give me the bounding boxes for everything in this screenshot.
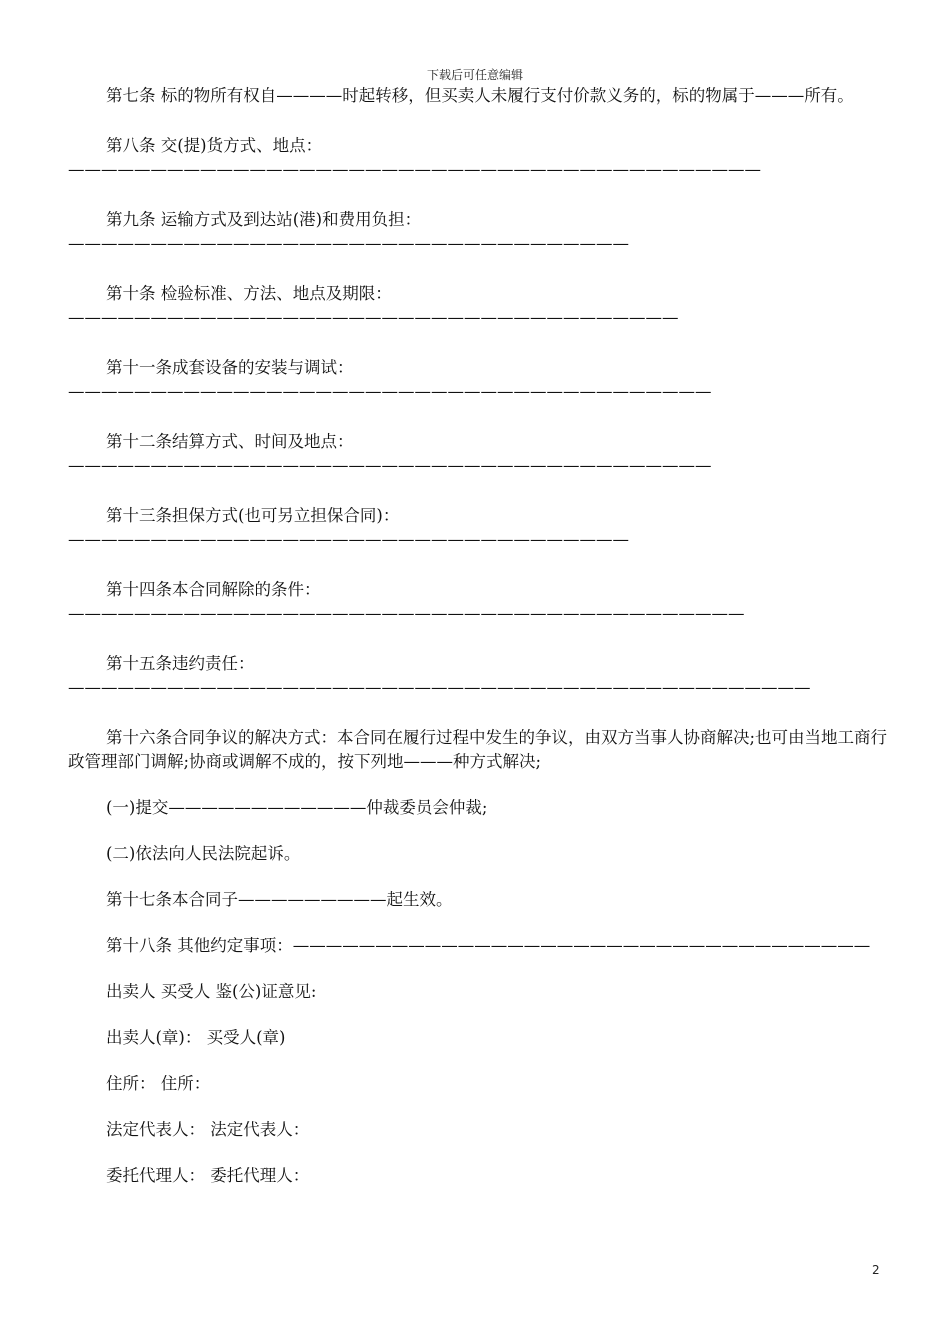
signature-seals: 出卖人(章)： 买受人(章)	[106, 1028, 286, 1047]
header-note: 下载后可任意编辑	[426, 68, 523, 82]
signature-agent: 委托代理人： 委托代理人：	[106, 1166, 310, 1185]
article-9: 第九条 运输方式及到达站(港)和费用负担：——————————————————————————————————	[68, 210, 629, 253]
article-17: 第十七条本合同子—————————起生效。	[106, 890, 453, 909]
signature-address: 住所： 住所：	[106, 1074, 211, 1093]
article-13: 第十三条担保方式(也可另立担保合同)：——————————————————————————————————	[68, 506, 629, 549]
article-11: 第十一条成套设备的安装与调试：———————————————————————————————————————	[68, 358, 712, 401]
signature-parties: 出卖人 买受人 鉴(公)证意见:	[106, 982, 317, 1001]
page-number: 2	[872, 1263, 880, 1277]
article-16-option-2: (二)依法向人民法院起诉。	[106, 844, 301, 863]
article-18: 第十八条 其他约定事项：———————————————————————————————————	[106, 936, 871, 955]
article-16-option-1: (一)提交————————————仲裁委员会仲裁;	[106, 798, 488, 817]
document-body	[68, 84, 888, 1188]
article-16: 第十六条合同争议的解决方式：本合同在履行过程中发生的争议，由双方当事人协商解决;也可由当地工商行政管理部门调解;协商或调解不成的，按下列地———种方式解决;	[68, 728, 888, 771]
article-14: 第十四条本合同解除的条件：—————————————————————————————————————————	[68, 580, 745, 623]
article-8: 第八条 交(提)货方式、地点：——————————————————————————————————————————	[68, 136, 761, 179]
article-15: 第十五条违约责任：—————————————————————————————————————————————	[68, 654, 811, 697]
signature-legal-rep: 法定代表人： 法定代表人：	[106, 1120, 310, 1139]
article-7: 第七条 标的物所有权自————时起转移，但买卖人未履行支付价款义务的，标的物属于———所有。	[106, 86, 854, 105]
article-10: 第十条 检验标准、方法、地点及期限：—————————————————————————————————————	[68, 284, 679, 327]
article-12: 第十二条结算方式、时间及地点：———————————————————————————————————————	[68, 432, 712, 475]
